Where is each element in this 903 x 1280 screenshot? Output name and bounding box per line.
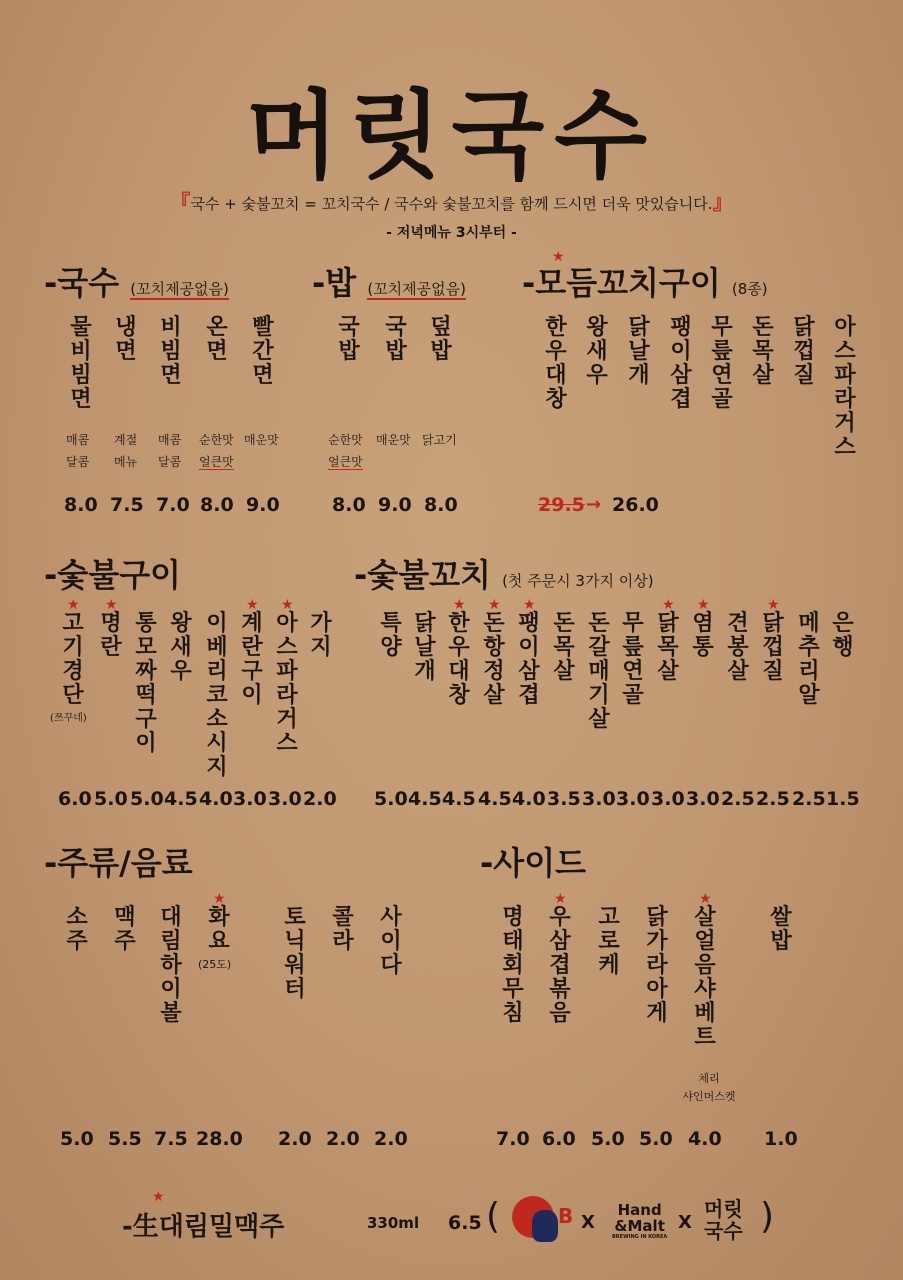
noodle-price: 7.5 xyxy=(110,494,144,516)
skewer-item: 견 봉 살 xyxy=(727,611,749,684)
skewer-section-title xyxy=(354,550,654,596)
drinks-price: 28.0 xyxy=(196,1128,243,1150)
side-price: 7.0 xyxy=(496,1128,530,1150)
noodle-item: 냉 면 xyxy=(115,315,137,364)
charcoal-price: 5.0 xyxy=(130,788,164,810)
skewer-item: 메 추 리 알 xyxy=(798,611,820,708)
combo-note: (8종) xyxy=(731,280,768,298)
skewer-item: 은 행 xyxy=(832,611,854,660)
rice-price: 8.0 xyxy=(332,494,366,516)
paren-open: ( xyxy=(486,1196,501,1237)
charcoal-item: 고 기 경 단 xyxy=(62,611,84,708)
noodle-option-3: 매콤 xyxy=(158,433,182,447)
charcoal-item: 명 란 xyxy=(100,611,122,660)
combo-item: 왕 새 우 xyxy=(586,315,608,388)
side-item: 살 얼 음 샤 베 트 xyxy=(694,905,716,1050)
skewer-price: 3.0 xyxy=(686,788,720,810)
drinks-price: 5.5 xyxy=(108,1128,142,1150)
skewer-item: 무 릎 연 골 xyxy=(622,611,644,708)
beer-star-icon: ★ xyxy=(152,1189,165,1205)
side-item: 고 로 케 xyxy=(598,905,620,978)
skewer-item: 염 통 xyxy=(692,611,714,660)
drinks-price: 2.0 xyxy=(326,1128,360,1150)
skewer-price: 4.5 xyxy=(442,788,476,810)
drinks-section-title xyxy=(44,838,193,884)
noodle-item: 물 비 빔 면 xyxy=(70,315,92,412)
skewer-price: 4.5 xyxy=(478,788,512,810)
drinks-item: 사 이 다 xyxy=(380,905,402,978)
star-icon: ★ xyxy=(697,597,710,613)
noodle-title-text: -국수 xyxy=(44,264,120,302)
skewer-price: 4.0 xyxy=(512,788,546,810)
skewer-price: 5.0 xyxy=(374,788,408,810)
combo-star-icon: ★ xyxy=(552,249,565,265)
combo-item: 돈 목 살 xyxy=(752,315,774,388)
rice-option-2: 매운맛 xyxy=(376,433,411,447)
noodle-section-title xyxy=(44,258,229,304)
drinks-item: 콜 라 xyxy=(332,905,354,954)
bear-logo-icon xyxy=(532,1210,558,1242)
skewer-price: 1.5 xyxy=(826,788,860,810)
drinks-price: 5.0 xyxy=(60,1128,94,1150)
charcoal-item: 이 베 리 코 소 시 지 xyxy=(206,611,228,780)
star-icon: ★ xyxy=(246,597,259,613)
charcoal-price: 4.0 xyxy=(199,788,233,810)
star-icon: ★ xyxy=(105,597,118,613)
skewer-price: 3.5 xyxy=(547,788,581,810)
combo-item: 아 스 파 라 거 스 xyxy=(834,315,856,460)
combo-item: 닭 껍 질 xyxy=(793,315,815,388)
noodle-option-1: 매콤 xyxy=(66,433,90,447)
rice-price: 8.0 xyxy=(424,494,458,516)
side-section-title xyxy=(480,838,586,884)
star-icon: ★ xyxy=(662,597,675,613)
charcoal-price: 4.5 xyxy=(164,788,198,810)
side-item: 쌀 밥 xyxy=(770,905,792,954)
star-icon: ★ xyxy=(281,597,294,613)
rice-item: 덮 밥 xyxy=(430,315,452,364)
noodle-option-7: 메뉴 xyxy=(114,455,138,469)
side-price: 6.0 xyxy=(542,1128,576,1150)
skewer-price: 4.5 xyxy=(408,788,442,810)
charcoal-item: 계 란 구 이 xyxy=(241,611,263,708)
rice-option-1: 순한맛 xyxy=(328,433,363,447)
noodle-option-8: 달콤 xyxy=(158,455,182,469)
hand-malt-line1: Hand xyxy=(617,1201,662,1219)
side-price: 1.0 xyxy=(764,1128,798,1150)
mini-logo-line1: 머릿 xyxy=(704,1197,743,1221)
combo-price: 26.0 xyxy=(612,494,659,516)
skewer-title-text: -숯불꼬치 xyxy=(354,556,491,594)
noodle-item: 비 빔 면 xyxy=(160,315,182,388)
beer-volume: 330ml xyxy=(367,1214,420,1232)
drinks-item: 토 닉 워 터 xyxy=(284,905,306,1002)
side-title-text: -사이드 xyxy=(480,844,587,882)
rice-item: 국 밥 xyxy=(338,315,360,364)
restaurant-mini-logo xyxy=(704,1198,743,1242)
noodle-option-9 xyxy=(199,452,234,472)
star-icon: ★ xyxy=(67,597,80,613)
charcoal-price: 5.0 xyxy=(94,788,128,810)
noodle-item: 온 면 xyxy=(206,315,228,364)
skewer-price: 3.0 xyxy=(651,788,685,810)
star-icon: ★ xyxy=(488,597,501,613)
rice-price: 9.0 xyxy=(378,494,412,516)
skewer-item: 특 양 xyxy=(380,611,402,660)
drinks-item: 맥 주 xyxy=(114,905,136,954)
subtitle-bracket-open: 『 xyxy=(170,190,191,214)
restaurant-title: 머릿국수 xyxy=(246,79,657,192)
subtitle-bracket-close: 』 xyxy=(712,190,733,214)
noodle-option-5: 매운맛 xyxy=(244,433,279,447)
star-icon: ★ xyxy=(213,891,226,907)
noodle-price: 9.0 xyxy=(246,494,280,516)
drinks-sub-note: (25도) xyxy=(198,958,232,971)
charcoal-section-title xyxy=(44,550,181,596)
star-icon: ★ xyxy=(554,891,567,907)
collab-x-2: X xyxy=(678,1212,692,1233)
side-item: 명 태 회 무 침 xyxy=(502,905,524,1026)
side-sub-note-1: 체리 xyxy=(698,1072,720,1085)
brand-letter: B xyxy=(558,1204,574,1228)
combo-old-price: 29.5 xyxy=(538,494,585,516)
skewer-item: 닭 목 살 xyxy=(657,611,679,684)
skewer-item: 돈 갈 매 기 살 xyxy=(588,611,610,732)
skewer-price: 2.5 xyxy=(756,788,790,810)
charcoal-price: 6.0 xyxy=(58,788,92,810)
noodle-item: 빨 간 면 xyxy=(252,315,274,388)
skewer-price: 3.0 xyxy=(582,788,616,810)
rice-option-3: 닭고기 xyxy=(422,433,457,447)
side-item: 우 삼 겹 볶 음 xyxy=(549,905,571,1026)
charcoal-price: 3.0 xyxy=(233,788,267,810)
drinks-item: 대 림 하 이 볼 xyxy=(160,905,182,1026)
charcoal-sub-note: (쯔꾸네) xyxy=(50,713,87,724)
hand-malt-tag: BREWING IN KOREA xyxy=(612,1234,668,1240)
subtitle xyxy=(0,186,903,215)
side-sub-note-2: 샤인머스켓 xyxy=(682,1090,736,1103)
rice-title-text: -밥 xyxy=(312,264,357,302)
skewer-item: 닭 껍 질 xyxy=(762,611,784,684)
drinks-item: 화 요 xyxy=(208,905,230,954)
charcoal-item: 아 스 파 라 거 스 xyxy=(276,611,298,756)
subtitle-text: 국수 + 숯불꼬치 = 꼬치국수 / 국수와 숯불꼬치를 함께 드시면 더욱 맛있습니다. xyxy=(190,195,713,213)
noodle-price: 8.0 xyxy=(200,494,234,516)
rice-note: (꼬치제공없음) xyxy=(367,280,466,298)
rice-option-4-text: 얼큰맛 xyxy=(328,455,363,469)
noodle-option-4: 순한맛 xyxy=(199,433,234,447)
noodle-option-6: 달콤 xyxy=(66,455,90,469)
skewer-item: 돈 항 정 살 xyxy=(483,611,505,708)
drinks-title-text: -주류/음료 xyxy=(44,844,193,882)
paren-close: ) xyxy=(760,1196,775,1237)
side-item: 닭 가 라 아 게 xyxy=(646,905,668,1026)
rice-option-4 xyxy=(328,452,363,472)
side-price: 5.0 xyxy=(591,1128,625,1150)
side-price: 5.0 xyxy=(639,1128,673,1150)
charcoal-title-text: -숯불구이 xyxy=(44,556,181,594)
skewer-price: 2.5 xyxy=(792,788,826,810)
noodle-note: (꼬치제공없음) xyxy=(130,280,229,298)
skewer-note: (첫 주문시 3가지 이상) xyxy=(502,572,654,590)
beer-name: -生대림밀맥주 xyxy=(122,1212,285,1242)
charcoal-price: 3.0 xyxy=(268,788,302,810)
mini-logo-line2: 국수 xyxy=(704,1219,743,1243)
rice-item: 국 밥 xyxy=(385,315,407,364)
drinks-price: 2.0 xyxy=(374,1128,408,1150)
dinner-note: - 저녁메뉴 3시부터 - xyxy=(386,225,517,241)
drinks-price: 2.0 xyxy=(278,1128,312,1150)
skewer-price: 2.5 xyxy=(721,788,755,810)
skewer-item: 한 우 대 창 xyxy=(448,611,470,708)
charcoal-item: 왕 새 우 xyxy=(170,611,192,684)
drinks-price: 7.5 xyxy=(154,1128,188,1150)
collab-x-1: X xyxy=(581,1212,595,1233)
skewer-item: 팽 이 삼 겹 xyxy=(518,611,540,708)
combo-item: 팽 이 삼 겹 xyxy=(670,315,692,412)
arrow-right-icon: → xyxy=(586,494,602,515)
hand-malt-line2: &Malt xyxy=(614,1217,665,1235)
charcoal-price: 2.0 xyxy=(303,788,337,810)
combo-title-text: -모듬꼬치구이 xyxy=(522,264,721,302)
star-icon: ★ xyxy=(453,597,466,613)
charcoal-item: 가 지 xyxy=(310,611,332,660)
side-price: 4.0 xyxy=(688,1128,722,1150)
noodle-price: 7.0 xyxy=(156,494,190,516)
rice-section-title xyxy=(312,258,466,304)
star-icon: ★ xyxy=(699,891,712,907)
beer-price: 6.5 xyxy=(448,1212,482,1234)
star-icon: ★ xyxy=(767,597,780,613)
skewer-item: 돈 목 살 xyxy=(553,611,575,684)
combo-item: 무 릎 연 골 xyxy=(711,315,733,412)
combo-item: 한 우 대 창 xyxy=(545,315,567,412)
charcoal-item: 통 모 짜 떡 구 이 xyxy=(135,611,157,756)
noodle-option-2: 계절 xyxy=(114,433,138,447)
skewer-item: 닭 날 개 xyxy=(414,611,436,684)
hand-malt-logo xyxy=(612,1202,667,1240)
star-icon: ★ xyxy=(523,597,536,613)
noodle-price: 8.0 xyxy=(64,494,98,516)
skewer-price: 3.0 xyxy=(616,788,650,810)
combo-item: 닭 날 개 xyxy=(628,315,650,388)
drinks-item: 소 주 xyxy=(66,905,88,954)
noodle-option-9-text: 얼큰맛 xyxy=(199,455,234,469)
